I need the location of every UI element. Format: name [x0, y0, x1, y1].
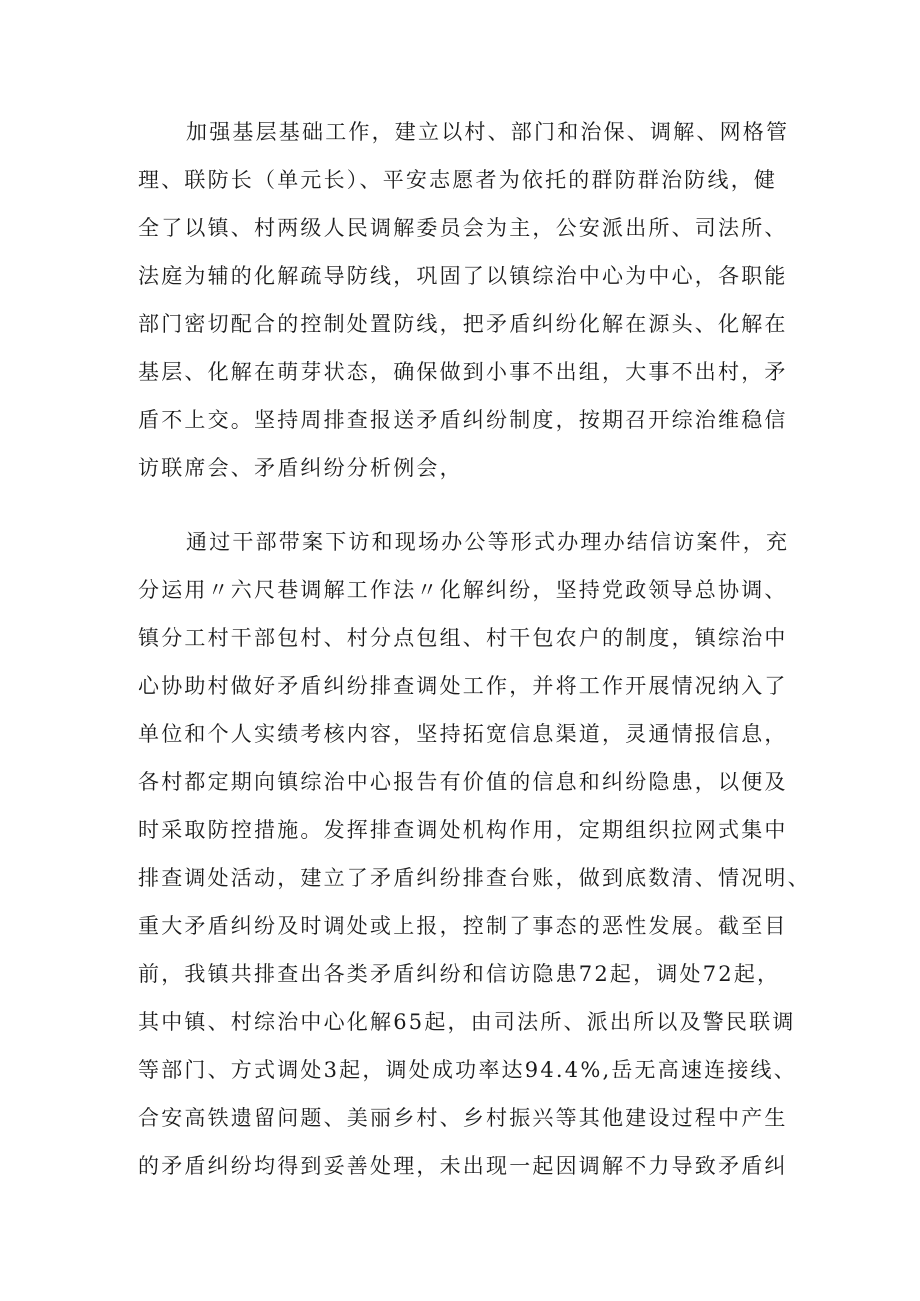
paragraph-1-line-5: 部门密切配合的控制处置防线，把矛盾纠纷化解在源头、化解在 [138, 312, 788, 336]
paragraph-2-line-14: 的矛盾纠纷均得到妥善处理，未出现一起因调解不力导致矛盾纠 [138, 1154, 788, 1178]
paragraph-2-line-10: 前，我镇共排查出各类矛盾纠纷和信访隐患72起，调处72起， [138, 962, 781, 986]
paragraph-2-line-13: 合安高铁遗留问题、美丽乡村、乡村振兴等其他建设过程中产生 [138, 1106, 788, 1130]
paragraph-2-line-5: 单位和个人实绩考核内容，坚持拓宽信息渠道，灵通情报信息， [138, 722, 788, 746]
paragraph-2-line-9: 重大矛盾纠纷及时调处或上报，控制了事态的恶性发展。截至目 [138, 914, 788, 938]
paragraph-1-line-2: 理、联防长（单元长）、平安志愿者为依托的群防群治防线，健 [138, 168, 778, 192]
paragraph-2-line-2: 分运用〃六尺巷调解工作法〃化解纠纷，坚持党政领导总协调、 [138, 578, 788, 602]
paragraph-1-line-4: 法庭为辅的化解疏导防线，巩固了以镇综治中心为中心，各职能 [138, 264, 788, 288]
paragraph-2-line-3: 镇分工村干部包村、村分点包组、村干包农户的制度，镇综治中 [138, 626, 788, 650]
paragraph-1-line-6: 基层、化解在萌芽状态，确保做到小事不出组，大事不出村，矛 [138, 360, 788, 384]
paragraph-1-line-1: 加强基层基础工作，建立以村、部门和治保、调解、网格管 [186, 120, 790, 144]
paragraph-1-line-8: 访联席会、矛盾纠纷分析例会， [138, 456, 463, 480]
paragraph-2-line-6: 各村都定期向镇综治中心报告有价值的信息和纠纷隐患，以便及 [138, 770, 788, 794]
paragraph-2-line-11: 其中镇、村综治中心化解65起，由司法所、派出所以及警民联调 [138, 1010, 796, 1034]
paragraph-2-line-4: 心协助村做好矛盾纠纷排查调处工作，并将工作开展情况纳入了 [138, 674, 788, 698]
paragraph-2-line-12: 等部门、方式调处3起，调处成功率达94.4%,岳无高速连接线、 [138, 1058, 797, 1082]
paragraph-2-line-8: 排查调处活动，建立了矛盾纠纷排查台账，做到底数清、情况明、 [138, 866, 811, 890]
paragraph-2-line-7: 时采取防控措施。发挥排查调处机构作用，定期组织拉网式集中 [138, 818, 788, 842]
paragraph-2-line-1: 通过干部带案下访和现场办公等形式办理办结信访案件，充 [186, 530, 790, 554]
paragraph-1-line-3: 全了以镇、村两级人民调解委员会为主，公安派出所、司法所、 [138, 216, 788, 240]
paragraph-1-line-7: 盾不上交。坚持周排查报送矛盾纠纷制度，按期召开综治维稳信 [138, 408, 788, 432]
